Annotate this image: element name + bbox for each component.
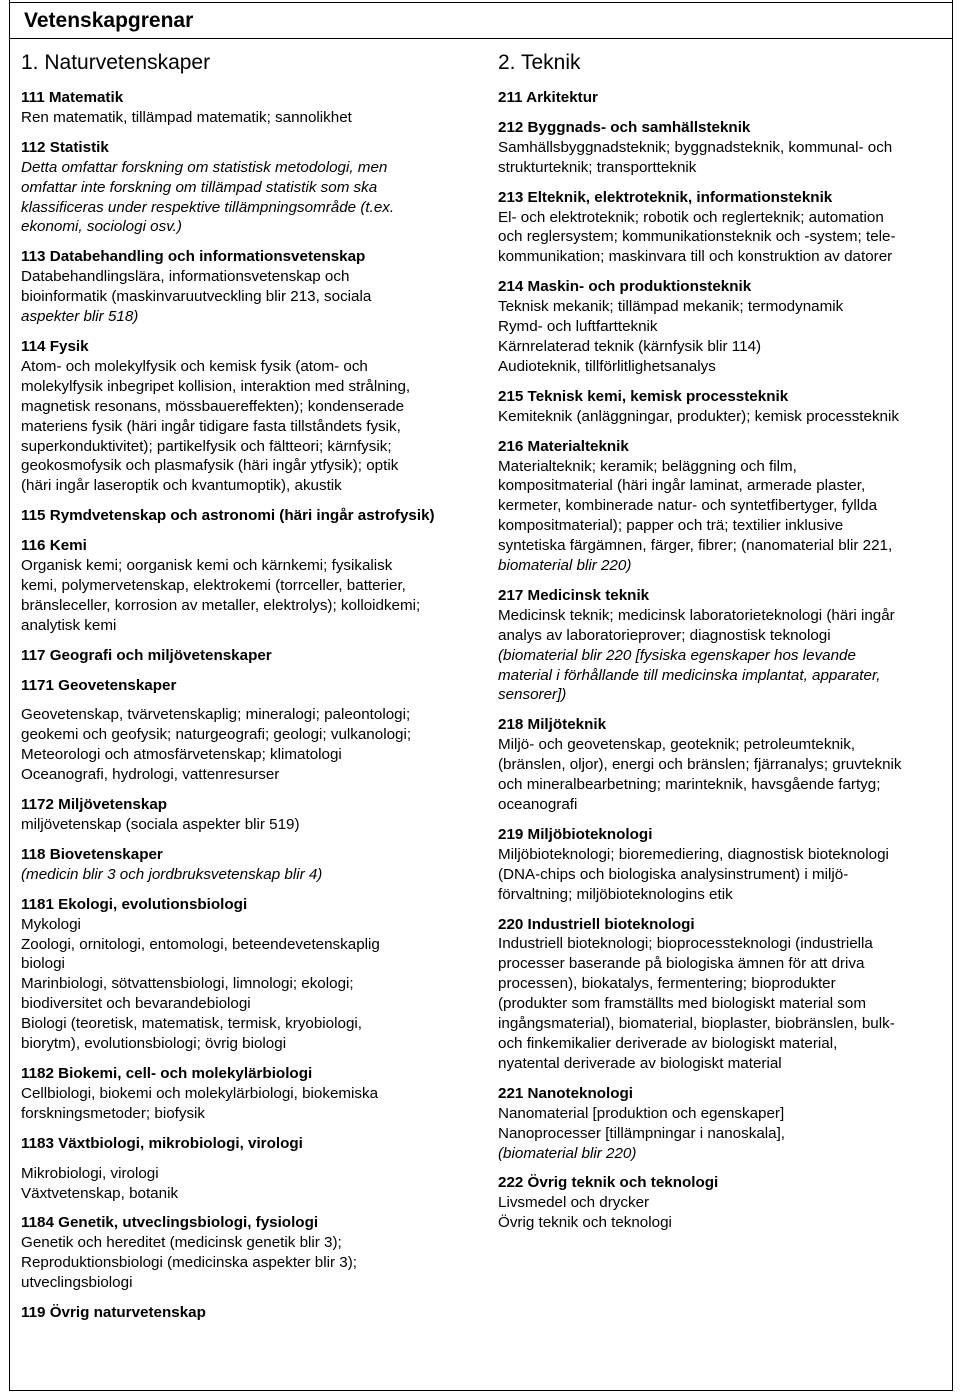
subject-description-line: material i förhållande till medicinska implantat, apparater, — [498, 666, 881, 684]
subject-entry — [21, 1303, 471, 1323]
subject-code-title: 1172 Miljövetenskap — [21, 796, 168, 814]
subject-description-line: sensorer]) — [498, 686, 567, 704]
subject-code-title: 216 Materialteknik — [498, 437, 629, 455]
subject-description-line: molekylfysik inbegripet kollision, interaktion med strålning, — [21, 377, 411, 395]
subject-description-line: (DNA-chips och biologiska analysinstrument) i miljö- — [498, 865, 849, 883]
subject-description-line: kermeter, kombinerade natur- och syntetfibertyger, fyllda — [498, 497, 878, 515]
subject-description-line: Mykologi — [21, 915, 81, 933]
subject-description-line: Rymd- och luftfartteknik — [498, 318, 658, 336]
subject-description-line: superkonduktivitet); partikelfysik och fältteori; kärnfysik; — [21, 437, 392, 455]
subject-description-line: Kärnrelaterad teknik (kärnfysik blir 114) — [498, 337, 762, 355]
subject-description-line: Audioteknik, tillförlitlighetsanalys — [498, 357, 716, 375]
subject-description-line: Livsmedel och drycker — [498, 1194, 650, 1212]
subject-description-line: (produkter som framställts med biologiskt material som — [498, 995, 866, 1013]
subject-description-line: Meteorologi och atmosfärvetenskap; klimatologi — [21, 746, 342, 764]
subject-description-line: geokemi och geofysik; naturgeografi; geologi; vulkanologi; — [21, 726, 412, 744]
subject-description-line: oceanografi — [498, 796, 578, 813]
subject-description-line: Mikrobiologi, virologi — [21, 1164, 159, 1182]
subject-description-line: ingångsmaterial), biomaterial, bioplaster, biobränslen, bulk- — [498, 1015, 895, 1033]
subject-entry — [21, 536, 471, 636]
subject-description-line: analytisk kemi — [21, 616, 117, 634]
subject-description-line: och mineralbearbetning; marinteknik, havsgående fartyg; — [498, 776, 881, 794]
subject-description-line: Miljö- och geovetenskap, geoteknik; petroleumteknik, — [498, 736, 856, 754]
subject-description-line: kompositmaterial (häri ingår laminat, armerade plaster, — [498, 477, 866, 495]
title-bar — [9, 2, 953, 39]
subject-code-title: 1182 Biokemi, cell- och molekylärbiologi — [21, 1064, 313, 1082]
subject-description-line: magnetisk resonans, mössbauereffekten); kondenserade — [21, 397, 405, 415]
subject-description-line: (bränslen, oljor), energi och bränslen; fjärranalys; gruvteknik — [498, 756, 902, 774]
subject-code-title: 222 Övrig teknik och teknologi — [498, 1174, 719, 1192]
subject-entry — [498, 188, 948, 268]
subject-description-line: Samhällsbyggnadsteknik; byggnadsteknik, kommunal- och — [498, 138, 893, 156]
subject-description-line: Växtvetenskap, botanik — [21, 1184, 179, 1202]
subject-entry — [21, 1064, 471, 1124]
subject-description-line: analys av laboratorieprover; diagnostisk teknologi — [498, 626, 831, 644]
column-naturvetenskaper — [21, 50, 471, 1333]
subject-description-line: Genetik och hereditet (medicinsk genetik blir 3); — [21, 1234, 342, 1252]
subject-description-line: Zoologi, ornitologi, entomologi, beteendevetenskaplig — [21, 935, 380, 953]
column-teknik — [498, 50, 948, 1243]
subject-description-line: Övrig teknik och teknologi — [498, 1214, 672, 1232]
subject-entry — [21, 1213, 471, 1293]
subject-entry — [498, 715, 948, 815]
subject-description-line: aspekter blir 518) — [21, 308, 139, 326]
subject-code-title: 215 Teknisk kemi, kemisk processteknik — [498, 387, 789, 405]
subject-description-line: (medicin blir 3 och jordbruksvetenskap blir 4) — [21, 865, 323, 883]
subject-entry — [21, 895, 471, 1054]
subject-description-line: biologi — [21, 955, 65, 973]
subject-entry — [498, 1173, 948, 1233]
subject-description-line: kommunikation; maskinvara till och konstruktion av datorer — [498, 248, 893, 266]
subject-description-line: (biomaterial blir 220 [fysiska egenskaper hos levande — [498, 646, 856, 664]
subject-code-title: 115 Rymdvetenskap och astronomi (häri ingår astrofysik) — [21, 507, 435, 525]
subject-entry — [21, 88, 471, 128]
subject-entry — [498, 88, 948, 108]
subject-description-line: Detta omfattar forskning om statistisk metodologi, men — [21, 158, 388, 176]
subject-description-line: Industriell bioteknologi; bioprocessteknologi (industriella — [498, 935, 873, 953]
subject-description-line: förvaltning; miljöbioteknologins etik — [498, 885, 733, 903]
subject-description-line: Oceanografi, hydrologi, vattenresurser — [21, 766, 280, 784]
subject-code-title: 118 Biovetenskaper — [21, 845, 163, 863]
subject-description-line: Databehandlingslära, informationsvetenskap och — [21, 268, 350, 286]
subject-code-title: 217 Medicinsk teknik — [498, 586, 650, 604]
subject-description-line: och finkemikalier deriverade av biologiskt material, — [498, 1034, 838, 1052]
subject-code-title: 114 Fysik — [21, 337, 89, 355]
subject-code-title: 112 Statistik — [21, 138, 109, 156]
spacer — [21, 695, 471, 705]
subject-entry — [498, 277, 948, 377]
subject-code-title: 218 Miljöteknik — [498, 716, 607, 734]
subject-description-line: bränsleceller, korrosion av metaller, elektrolys); kolloidkemi; — [21, 596, 421, 614]
subject-description-line: biomaterial blir 220) — [498, 557, 632, 575]
subject-entry — [21, 506, 471, 526]
subject-description-line: (häri ingår laseroptik och kvantumoptik), akustik — [21, 477, 342, 495]
subject-description-line: Cellbiologi, biokemi och molekylärbiologi, biokemiska — [21, 1084, 379, 1102]
subject-description-line: El- och elektroteknik; robotik och reglerteknik; automation — [498, 208, 884, 226]
subject-entry — [21, 676, 471, 786]
subject-entry — [498, 387, 948, 427]
subject-code-title: 1184 Genetik, utveclingsbiologi, fysiologi — [21, 1214, 319, 1232]
subject-description-line: Medicinsk teknik; medicinsk laboratorieteknologi (häri ingår — [498, 606, 895, 624]
subject-description-line: Biologi (teoretisk, matematisk, termisk, kryobiologi, — [21, 1015, 362, 1033]
subject-description-line: Ren matematik, tillämpad matematik; sannolikhet — [21, 108, 352, 126]
subject-description-line: Materialteknik; keramik; beläggning och film, — [498, 457, 797, 475]
subject-entry — [498, 915, 948, 1074]
subject-description-line: strukturteknik; transportteknik — [498, 158, 697, 176]
subject-entry — [21, 646, 471, 666]
subject-description-line: Marinbiologi, sötvattensbiologi, limnologi; ekologi; — [21, 975, 354, 993]
subject-entry — [498, 437, 948, 576]
subject-description-line: Nanoprocesser [tillämpningar i nanoskala], — [498, 1124, 786, 1142]
page-title: Vetenskapgrenar — [24, 9, 194, 32]
subject-description-line: ekonomi, sociologi osv.) — [21, 218, 182, 236]
subject-code-title: 212 Byggnads- och samhällsteknik — [498, 118, 751, 136]
subject-code-title: 211 Arkitektur — [498, 89, 598, 106]
subject-code-title: 117 Geografi och miljövetenskaper — [21, 646, 272, 664]
subject-description-line: miljövetenskap (sociala aspekter blir 519) — [21, 816, 300, 833]
subject-entry — [498, 825, 948, 905]
subject-description-line: geokosmofysik och plasmafysik (häri ingår ytfysik); optik — [21, 457, 399, 475]
subject-entry — [21, 247, 471, 327]
subject-code-title: 111 Matematik — [21, 89, 124, 106]
subject-entry — [21, 138, 471, 238]
subject-description-line: Nanomaterial [produktion och egenskaper] — [498, 1104, 785, 1122]
subject-code-title: 213 Elteknik, elektroteknik, informationsteknik — [498, 188, 833, 206]
subject-entry — [498, 1084, 948, 1164]
subject-description-line: omfattar inte forskning om tillämpad statistik som ska — [21, 178, 378, 196]
subject-description-line: biorytm), evolutionsbiologi; övrig biologi — [21, 1035, 287, 1053]
subject-code-title: 214 Maskin- och produktionsteknik — [498, 278, 752, 296]
subject-code-title: 219 Miljöbioteknologi — [498, 825, 653, 843]
subject-description-line: Atom- och molekylfysik och kemisk fysik (atom- och — [21, 357, 368, 375]
subject-entry — [498, 118, 948, 178]
subject-description-line: Miljöbioteknologi; bioremediering, diagnostisk bioteknologi — [498, 845, 889, 863]
subject-description-line: kompositmaterial); papper och trä; textilier inklusive — [498, 517, 844, 535]
subject-description-line: kemi, polymervetenskap, elektrokemi (torrceller, batterier, — [21, 576, 406, 594]
subject-description-line: biodiversitet och bevarandebiologi — [21, 995, 251, 1013]
subject-code-title: 1183 Växtbiologi, mikrobiologi, virologi — [21, 1134, 303, 1152]
subject-description-line: Kemiteknik (anläggningar, produkter); kemisk processteknik — [498, 407, 899, 425]
subject-entry — [498, 586, 948, 705]
subject-code-title: 113 Databehandling och informationsvetenskap — [21, 248, 366, 266]
subject-code-title: 221 Nanoteknologi — [498, 1084, 634, 1102]
subject-description-line: Reproduktionsbiologi (medicinska aspekter blir 3); — [21, 1254, 357, 1272]
subject-description-line: klassificeras under respektive tillämpningsområde (t.ex. — [21, 198, 395, 216]
subject-code-title: 1171 Geovetenskaper — [21, 676, 177, 694]
subject-description-line: materiens fysik (häri ingår tidigare fasta tillståndets fysik, — [21, 417, 401, 435]
subject-entry — [21, 795, 471, 835]
entry-list — [21, 88, 471, 1323]
subject-description-line: bioinformatik (maskinvaruutveckling blir 213, sociala — [21, 288, 372, 306]
subject-description-line: (biomaterial blir 220) — [498, 1144, 637, 1162]
subject-description-line: forskningsmetoder; biofysik — [21, 1104, 206, 1122]
subject-code-title: 220 Industriell bioteknologi — [498, 915, 695, 933]
subject-code-title: 119 Övrig naturvetenskap — [21, 1304, 206, 1322]
subject-code-title: 116 Kemi — [21, 537, 87, 555]
section-heading: 2. Teknik — [498, 51, 581, 74]
subject-description-line: Teknisk mekanik; tillämpad mekanik; termodynamik — [498, 298, 844, 316]
subject-description-line: syntetiska färgämnen, färger, fibrer; (nanomaterial blir 221, — [498, 537, 893, 555]
subject-description-line: nyatental deriverade av biologiskt material — [498, 1054, 782, 1072]
subject-description-line: Organisk kemi; oorganisk kemi och kärnkemi; fysikalisk — [21, 557, 393, 575]
section-heading: 1. Naturvetenskaper — [21, 51, 211, 74]
spacer — [21, 1154, 471, 1164]
subject-code-title: 1181 Ekologi, evolutionsbiologi — [21, 895, 248, 913]
subject-description-line: utveclingsbiologi — [21, 1274, 133, 1292]
entry-list — [498, 88, 948, 1233]
subject-description-line: och reglersystem; kommunikationsteknik och -system; tele- — [498, 228, 896, 246]
subject-description-line: processen), biokatalys, fermentering; bioprodukter — [498, 975, 836, 993]
subject-entry — [21, 845, 471, 885]
subject-description-line: Geovetenskap, tvärvetenskaplig; mineralogi; paleontologi; — [21, 706, 411, 724]
subject-entry — [21, 1134, 471, 1204]
subject-description-line: processer baserande på biologiska ämnen för att driva — [498, 955, 865, 973]
subject-entry — [21, 337, 471, 496]
